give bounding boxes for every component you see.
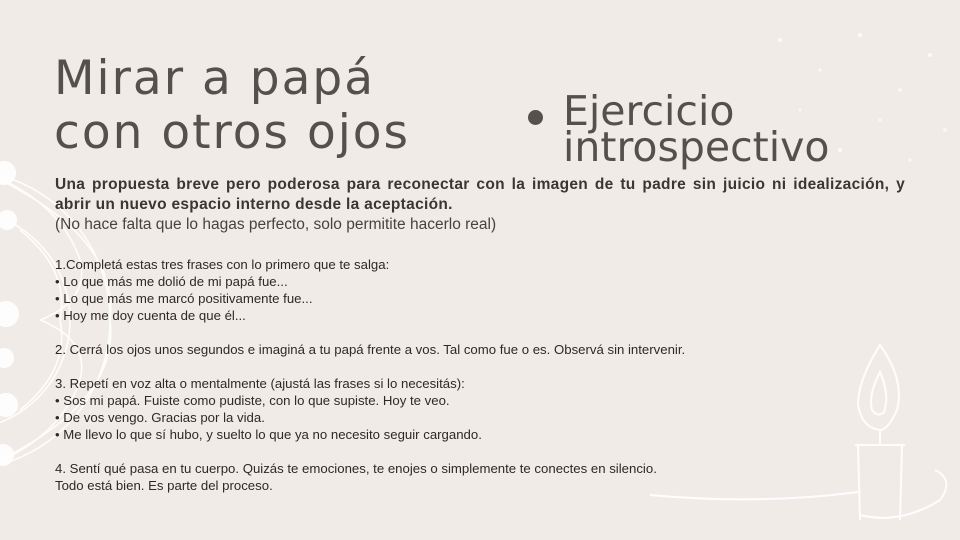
step-4 <box>55 460 875 494</box>
step-1 <box>55 256 875 324</box>
title-line-2: con otros ojos <box>54 105 411 160</box>
subtitle-bullet-icon <box>528 110 543 125</box>
page-title <box>54 52 410 160</box>
intro-text: Una propuesta breve pero poderosa para reconectar con la imagen de tu padre sin juicio ni idealización, y abrir un nuevo espacio interno desde la aceptación. <box>55 176 905 213</box>
step-heading: 2. Cerrá los ojos unos segundos e imaginá a tu papá frente a vos. Tal como fue o es. Observá sin intervenir. <box>55 342 686 357</box>
step-line: • Sos mi papá. Fuiste como pudiste, con lo que supiste. Hoy te veo. <box>55 393 450 408</box>
intro-note: (No hace falta que lo hagas perfecto, solo permitite hacerlo real) <box>55 216 497 233</box>
step-heading: 1.Completá estas tres frases con lo primero que te salga: <box>55 257 390 272</box>
step-heading: 3. Repetí en voz alta o mentalmente (ajustá las frases si lo necesitás): <box>55 376 465 391</box>
step-line: • Lo que más me marcó positivamente fue... <box>55 291 313 306</box>
steps-list <box>55 256 875 511</box>
subtitle-line-1: Ejercicio <box>563 87 735 135</box>
step-2 <box>55 341 875 358</box>
step-line: Todo está bien. Es parte del proceso. <box>55 478 273 493</box>
step-line: • Hoy me doy cuenta de que él... <box>55 308 246 323</box>
intro-block <box>55 175 905 235</box>
subtitle <box>563 87 830 171</box>
title-line-1: Mirar a papá <box>54 51 376 106</box>
step-line: • Lo que más me dolió de mi papá fue... <box>55 274 288 289</box>
step-line: • De vos vengo. Gracias por la vida. <box>55 410 265 425</box>
step-heading: 4. Sentí qué pasa en tu cuerpo. Quizás te emociones, te enojes o simplemente te conectes en silencio. <box>55 461 657 476</box>
step-3 <box>55 375 875 443</box>
step-line: • Me llevo lo que sí hubo, y suelto lo que ya no necesito seguir cargando. <box>55 427 482 442</box>
subtitle-line-2: introspectivo <box>563 123 830 171</box>
